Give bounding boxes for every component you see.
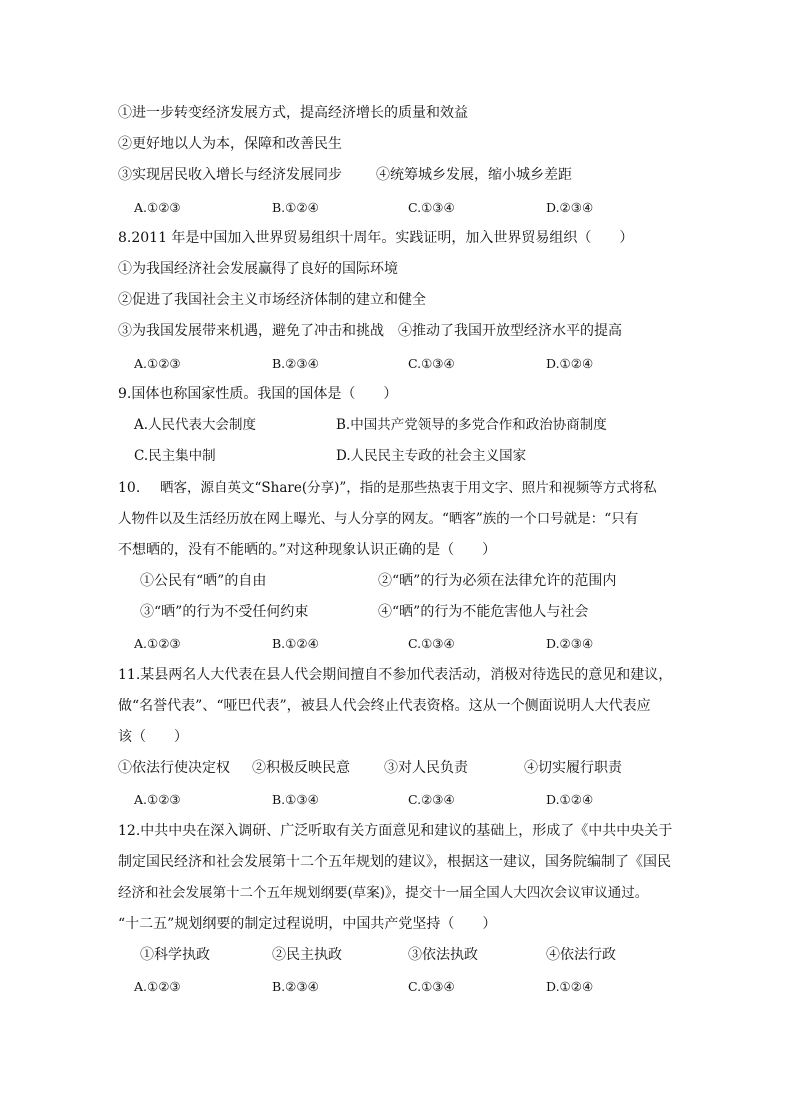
q10-item-4: ④“晒”的行为不能危害他人与社会: [378, 604, 589, 620]
q11-option-d: D.①②④: [546, 792, 594, 807]
q10-item-1: ①公民有“晒”的自由: [140, 573, 267, 589]
q10-stem-line-2: 人物件以及生活经历放在网上曝光、与人分享的网友。“晒客”族的一个口号就是：“只有: [118, 511, 639, 527]
q12-option-d: D.①②④: [546, 979, 594, 994]
q9-stem: 9.国体也称国家性质。我国的国体是（ ）: [118, 386, 398, 402]
q10-option-c: C.①③④: [408, 636, 455, 651]
q8-item-2: ②促进了我国社会主义市场经济体制的建立和健全: [118, 292, 426, 308]
q12-option-b: B.②③④: [272, 979, 319, 994]
q8-option-c: C.①③④: [408, 356, 455, 371]
q10-option-d: D.②③④: [546, 636, 594, 651]
q12-item-3: ③依法执政: [408, 947, 478, 963]
q7-option-c: C.①③④: [408, 200, 455, 215]
q11-item-4: ④切实履行职责: [524, 760, 622, 776]
q7-item-3: ③实现居民收入增长与经济发展同步: [118, 167, 342, 183]
q12-stem-line-3: 经济和社会发展第十二个五年规划纲要(草案)》，提交十一届全国人大四次会议审议通过。: [118, 885, 649, 901]
q12-stem-line-4: “十二五”规划纲要的制定过程说明，中国共产党坚持（ ）: [118, 916, 497, 932]
q11-option-c: C.②③④: [408, 792, 455, 807]
q8-item-3: ③为我国发展带来机遇，避免了冲击和挑战: [118, 323, 384, 339]
q10-stem-line-3: 不想晒的，没有不能晒的。”对这种现象认识正确的是（ ）: [118, 542, 497, 558]
q9-option-c: C.民主集中制: [134, 448, 216, 464]
q9-option-d: D.人民民主专政的社会主义国家: [336, 448, 527, 464]
q12-stem-line-1: 12.中共中央在深入调研、广泛听取有关方面意见和建议的基础上，形成了《中共中央关于: [118, 823, 673, 839]
q7-option-b: B.①②④: [272, 200, 319, 215]
q11-stem-line-3: 该（ ）: [118, 729, 188, 745]
q7-item-1: ①进一步转变经济发展方式，提高经济增长的质量和效益: [118, 105, 468, 121]
q10-item-2: ②“晒”的行为必须在法律允许的范围内: [378, 573, 617, 589]
q10-stem-line-1: 晒客，源自英文“Share(分享)”，指的是那些热衷于用文字、照片和视频等方式将私: [160, 480, 657, 496]
q11-stem-line-1: 11.某县两名人大代表在县人代会期间擅自不参加代表活动，消极对待选民的意见和建议，: [118, 667, 673, 683]
q10-number: 10.: [118, 480, 141, 496]
q8-item-1: ①为我国经济社会发展赢得了良好的国际环境: [118, 261, 398, 277]
q12-stem-line-2: 制定国民经济和社会发展第十二个五年规划的建议》，根据这一建议，国务院编制了《国民: [118, 854, 671, 870]
q11-stem-line-2: 做“名誉代表”、“哑巴代表”，被县人代会终止代表资格。这从一个侧面说明人大代表应: [118, 698, 651, 714]
q11-option-b: B.①③④: [272, 792, 319, 807]
q7-item-2: ②更好地以人为本，保障和改善民生: [118, 136, 342, 152]
q8-option-b: B.②③④: [272, 356, 319, 371]
q7-option-d: D.②③④: [546, 200, 594, 215]
q11-item-3: ③对人民负责: [384, 760, 468, 776]
q12-item-4: ④依法行政: [546, 947, 616, 963]
q7-option-a: A.①②③: [134, 200, 181, 215]
q9-option-a: A.人民代表大会制度: [134, 417, 257, 433]
q12-item-1: ①科学执政: [140, 947, 210, 963]
q8-option-d: D.①②④: [546, 356, 594, 371]
q8-item-4: ④推动了我国开放型经济水平的提高: [398, 323, 622, 339]
q10-item-3: ③“晒”的行为不受任何约束: [140, 604, 309, 620]
q10-option-a: A.①②③: [134, 636, 181, 651]
q9-option-b: B.中国共产党领导的多党合作和政治协商制度: [336, 417, 607, 433]
q11-option-a: A.①②③: [134, 792, 181, 807]
q8-stem: 8.2011 年是中国加入世界贸易组织十周年。实践证明，加入世界贸易组织（ ）: [118, 230, 634, 246]
q12-option-c: C.①③④: [408, 979, 455, 994]
q10-option-b: B.①②④: [272, 636, 319, 651]
q7-item-4: ④统筹城乡发展，缩小城乡差距: [376, 167, 572, 183]
q12-option-a: A.①②③: [134, 979, 181, 994]
q12-item-2: ②民主执政: [272, 947, 342, 963]
q8-option-a: A.①②③: [134, 356, 181, 371]
q11-item-2: ②积极反映民意: [252, 760, 350, 776]
q11-item-1: ①依法行使决定权: [118, 760, 230, 776]
